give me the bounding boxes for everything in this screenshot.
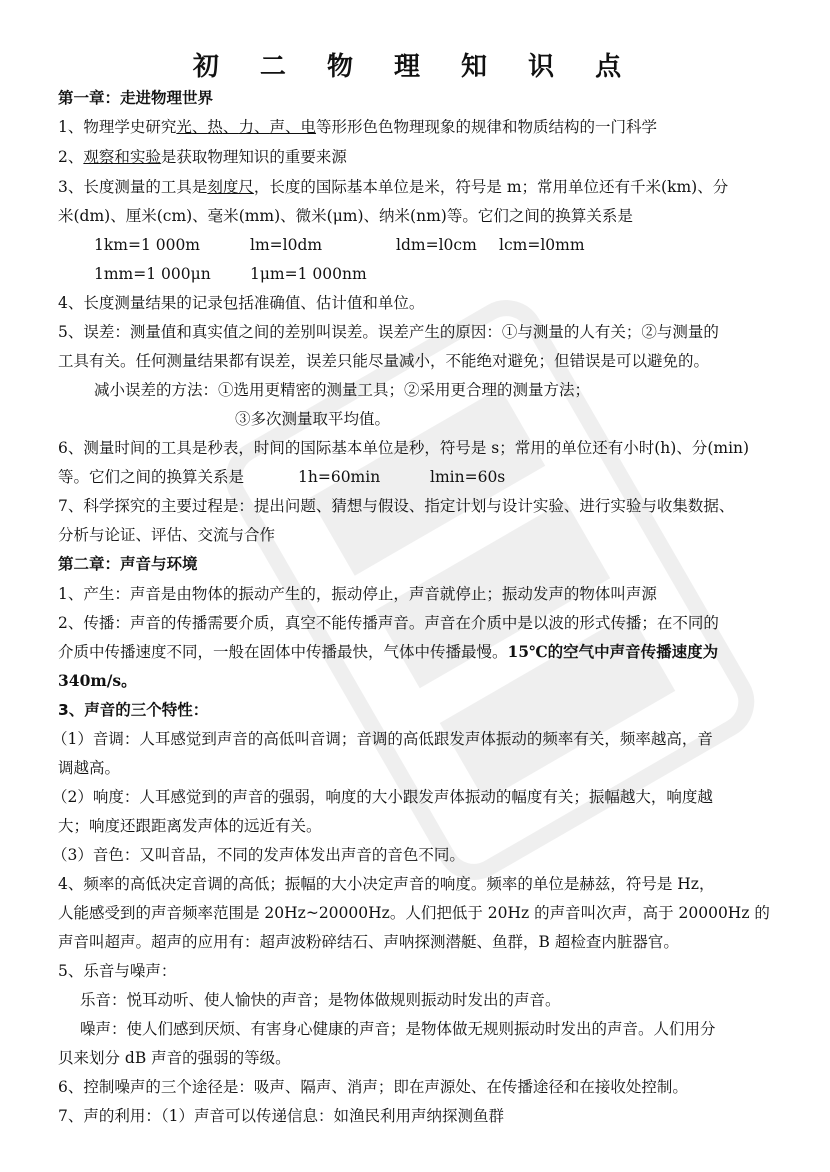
- ch2-item-5: 5、乐音与噪声：: [58, 962, 177, 980]
- ch1-item-3-cont: 米(dm)、厘米(cm)、毫米(mm)、微米(μm)、纳米(nm)等。它们之间的换算关系是: [58, 207, 633, 225]
- chapter-1-heading: 第一章：走进物理世界: [58, 89, 214, 107]
- ch1-item-6-cont: 等。它们之间的换算关系是: [58, 468, 245, 486]
- ch2-item-1: 1、产生：声音是由物体的振动产生的，振动停止，声音就停止；振动发声的物体叫声源: [58, 585, 657, 603]
- ch2-item-6: 6、控制噪声的三个途径是：吸声、隔声、消声；即在声源处、在传播途径和在接收处控制。: [58, 1078, 688, 1096]
- ch1-item-1: 1、物理学史研究光、热、力、声、电等形形色色物理现象的规律和物质结构的一门科学: [58, 118, 658, 136]
- ch1-item-3: 3、长度测量的工具是刻度尺，长度的国际基本单位是米，符号是 m；常用单位还有千米(km)、分: [58, 178, 729, 196]
- ch2-item-4-cont: 人能感受到的声音频率范围是 20Hz~20000Hz。人们把低于 20Hz 的声音叫次声，高于 20000Hz 的: [58, 904, 770, 922]
- conversion-hour: 1h=60min: [298, 468, 381, 486]
- ch1-item-5-methods-cont: ③多次测量取平均值。: [235, 410, 391, 428]
- ch2-pitch-cont: 调越高。: [58, 759, 121, 777]
- ch1-item-7-cont: 分析与论证、评估、交流与合作: [58, 526, 276, 544]
- page-title: 初 二 物 理 知 识 点: [192, 52, 638, 82]
- conversion-km: 1km=1 000m: [94, 236, 201, 254]
- conversion-m: lm=l0dm: [250, 236, 323, 254]
- ch2-item-2-cont: 介质中传播速度不同，一般在固体中传播最快，气体中传播最慢。15℃的空气中声音传播速度为: [58, 642, 719, 661]
- ch2-timbre: （3）音色：又叫音品，不同的发声体发出声音的音色不同。: [52, 846, 465, 864]
- ch2-item-3-heading: 3、声音的三个特性：: [58, 701, 209, 719]
- ch2-loudness: （2）响度：人耳感觉到的声音的强弱，响度的大小跟发声体振动的幅度有关；振幅越大，响度越: [52, 788, 713, 806]
- ch1-item-4: 4、长度测量结果的记录包括准确值、估计值和单位。: [58, 294, 425, 312]
- ch2-pitch: （1）音调：人耳感觉到声音的高低叫音调；音调的高低跟发声体振动的频率有关，频率越高，音: [52, 730, 713, 748]
- ch2-loudness-cont: 大；响度还跟距离发声体的远近有关。: [58, 817, 322, 835]
- ch1-item-5: 5、误差：测量值和真实值之间的差别叫误差。误差产生的原因：①与测量的人有关；②与测量的: [58, 323, 719, 341]
- ch2-noise-cont: 贝来划分 dB 声音的强弱的等级。: [58, 1049, 291, 1067]
- ch1-item-6: 6、测量时间的工具是秒表，时间的国际基本单位是秒，符号是 s；常用的单位还有小时(h)、分(min): [58, 439, 750, 457]
- ch1-item-2: 2、观察和实验是获取物理知识的重要来源: [58, 148, 347, 166]
- ch1-item-5-cont: 工具有关。任何测量结果都有误差，误差只能尽量减小，不能绝对避免；但错误是可以避免的。: [58, 352, 710, 370]
- chapter-2-heading: 第二章：声音与环境: [58, 555, 198, 573]
- ch2-item-2-speed: 340m/s。: [58, 671, 137, 690]
- ch2-item-4-cont2: 声音叫超声。超声的应用有：超声波粉碎结石、声呐探测潜艇、鱼群，B 超检查内脏器官。: [58, 933, 679, 951]
- conversion-mm: 1mm=1 000μn: [94, 265, 211, 283]
- conversion-dm: ldm=l0cm: [396, 236, 477, 254]
- conversion-cm: lcm=l0mm: [499, 236, 585, 254]
- ch2-musical-sound: 乐音：悦耳动听、使人愉快的声音；是物体做规则振动时发出的声音。: [80, 991, 561, 1009]
- conversion-um: 1μm=1 000nm: [250, 265, 367, 283]
- ch1-item-5-methods: 减小误差的方法：①选用更精密的测量工具；②采用更合理的测量方法；: [94, 381, 591, 399]
- conversion-minute: lmin=60s: [430, 468, 506, 486]
- ch2-item-2: 2、传播：声音的传播需要介质，真空不能传播声音。声音在介质中是以波的形式传播；在不同的: [58, 614, 719, 632]
- ch2-noise: 噪声：使人们感到厌烦、有害身心健康的声音；是物体做无规则振动时发出的声音。人们用分: [80, 1020, 716, 1038]
- ch2-item-4: 4、频率的高低决定音调的高低；振幅的大小决定声音的响度。频率的单位是赫兹，符号是 Hz，: [58, 875, 715, 893]
- ch2-item-7: 7、声的利用：（1）声音可以传递信息：如渔民利用声纳探测鱼群: [58, 1107, 504, 1125]
- ch1-item-7: 7、科学探究的主要过程是：提出问题、猜想与假设、指定计划与设计实验、进行实验与收集数据、: [58, 497, 735, 515]
